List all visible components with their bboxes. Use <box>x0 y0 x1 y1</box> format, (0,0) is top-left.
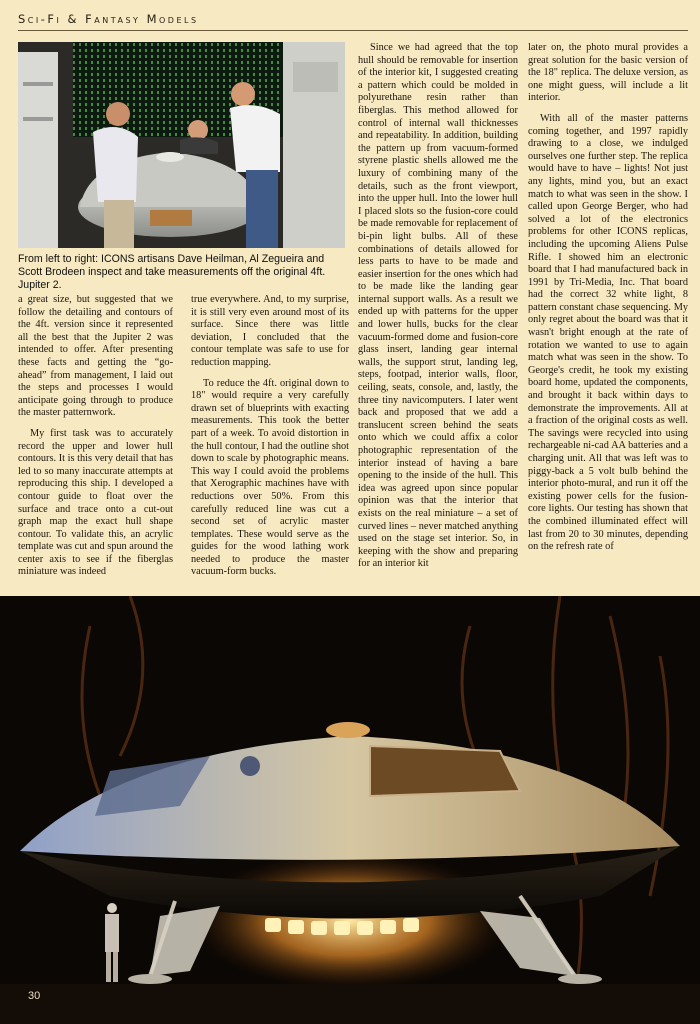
running-header <box>18 12 688 31</box>
paragraph: To reduce the 4ft. original down to 18" would require a very carefully drawn set of blueprints with exacting measurements. This took the better part of a week. To avoid distortion in the hull contour, I had the outline shot down to scale by photographic means. This way I could avoid the problems that Xerographic machines have with reductions over 50%. From this carefully reduced line was cut a second set of acrylic master templates. These would serve as the guides for the wood lathing work needed to produce the master vacuum-form bucks. <box>191 377 349 578</box>
workshop-photo-art <box>18 42 345 248</box>
paragraph: Since we had agreed that the top hull should be removable for insertion of the interior kit, I suggested creating a pattern which could be molded in polyurethane resin rather than fiberglas. This method allowed for control of internal wall thicknesses and repeatability. In addition, building the pattern up from vacuum-formed styrene plastic shells allowed me the luxury of combining many of the details, such as the front viewport, into the upper hull. Into the lower hull I placed slots so the fusion-core could be made removable for replacement of bi-pin light bulbs. All of these combinations of details allowed for less parts to have to be made and easier insertion for the ones which had to be made like the landing gear internal support walls. As a result we ended up with patterns for the upper and lower hulls, bucks for the clear vacuum-formed dome and fusion-core glass insert, landing gear internal walls, the support strut, landing leg, steps, footpad, interior walls, floor, ceiling, seats, console, and, lastly, the three tiny navicomputers. I later went back and proposed that we add a translucent screen behind the seats onto which we could affix a color photographic representation of the interior instead of having a bare opening to the inside of the hull. This idea was agreed upon since popular opinion was that the interior that exists on the real miniature – a set of curved lines – never matched anything used on the stage set interior. So, in keeping with the show and preparing for an interior kit <box>358 42 518 570</box>
paragraph: a great size, but suggested that we follow the detailing and contours of the 4ft. version since it represented all the best that the Jupiter 2 was intended to offer. After presenting these facts and getting the “go-ahead” from management, I laid out the steps and processes I would anticipate going through to produce the master patternwork. <box>18 294 173 419</box>
article-column-1 <box>18 294 173 579</box>
paragraph: later on, the photo mural provides a great solution for the basic version of the 18" replica. The deluxe version, as one might guess, will include a lit interior. <box>528 42 688 104</box>
article-column-4 <box>528 42 688 554</box>
photo-caption: From left to right: ICONS artisans Dave Heilman, Al Zegueira and Scott Brodeen inspect and take measurements off the original 4ft. Jupiter 2. <box>18 253 326 291</box>
jupiter-2-replica-art <box>0 596 700 1024</box>
article-column-3 <box>358 42 518 571</box>
page-number: 30 <box>28 990 41 1002</box>
paragraph: My first task was to accurately record the upper and lower hull contours. It is this very detail that has led to so many inaccurate attempts at reproducing this ship. I developed a contour guide to float over the surface and trace onto a cut-out graph map the exact hull shape contour. To validate this, an acrylic template was cut and spun around the center axis to see if the fiberglas miniature was indeed <box>18 427 173 578</box>
workshop-photo <box>18 42 345 248</box>
paragraph: With all of the master patterns coming together, and 1997 rapidly drawing to a close, we indulged ourselves one further step. The replica would have to have – lights! Not just any lights, mind you, but an exact match to what was seen in the show. I called upon George Berger, who had solved a lot of the electronics problems for other ICONS replicas, including the upcoming Aliens Pulse Rifle. I showed him an electronic board that I had manufactured back in 1991 by Tri-Media, Inc. That board had the correct 32 white light, 8 pattern constant chase sequencing. My only regret about the board was that it wasn't bright enough at the rate of rotation we wanted to use to again match what was seen in the show. To George's credit, he took my existing board home, updated the components, and brought it back within days to demonstrate the improvements. All at a fraction of the original costs as well. The savings were recycled into using rechargeable ni-cad AA batteries and a charging unit. All that was left was to piggy-back a 5 volt bulb behind the interior photo-mural, and run it off the existing power cells for the fusion-core lights. Our testing has shown that the combined illuminated effect will last from 20 to 30 minutes, depending on the refresh rate of <box>528 112 688 553</box>
paragraph: true everywhere. And, to my surprise, it is still very even around most of its surface. Since there was little deviation, I concluded that the contour template was safe to use for reduction mapping. <box>191 294 349 368</box>
article-column-2 <box>191 294 349 579</box>
jupiter-2-replica-photo <box>0 596 700 1024</box>
magazine-title: Sci-Fi & Fantasy Models <box>18 12 199 26</box>
